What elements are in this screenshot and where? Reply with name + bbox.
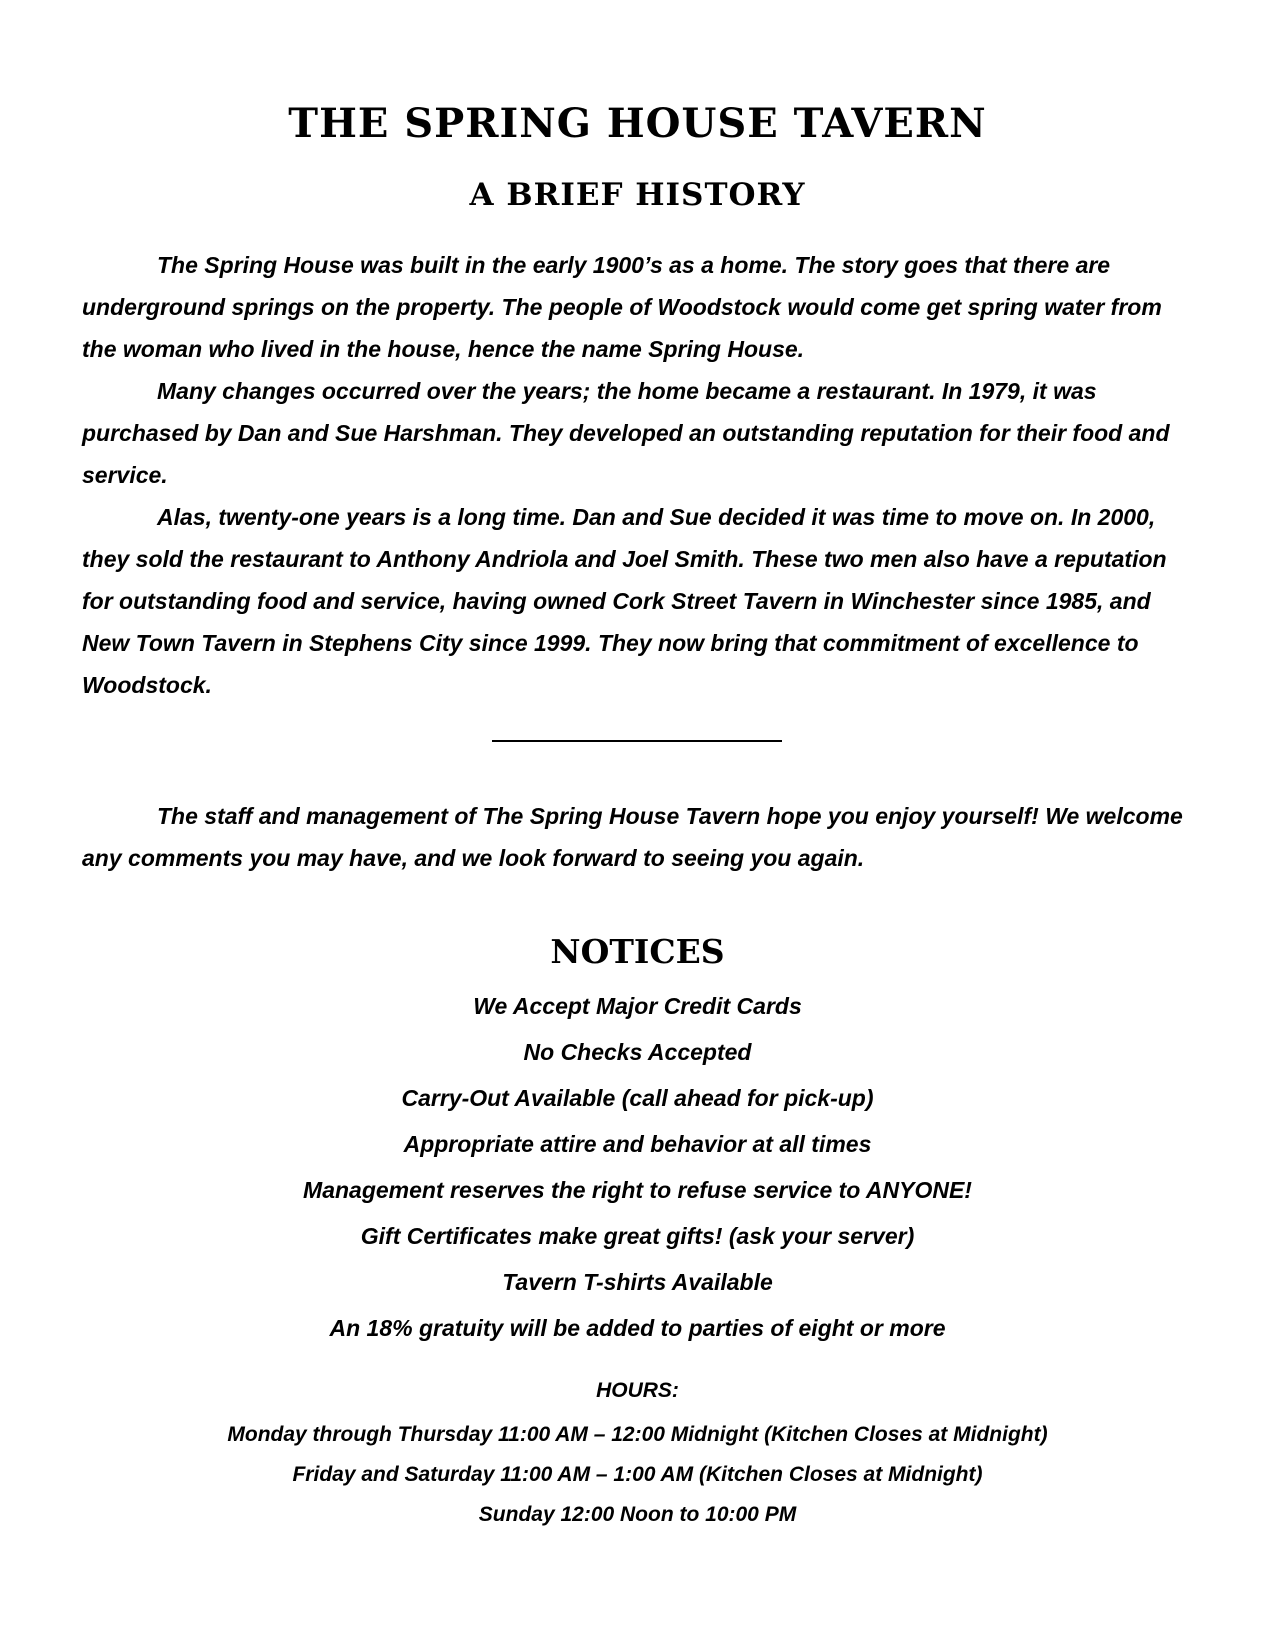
notice-item: No Checks Accepted bbox=[523, 1039, 752, 1065]
hours-line: Sunday 12:00 Noon to 10:00 PM bbox=[478, 1503, 797, 1526]
notices-list bbox=[0, 983, 1275, 1351]
history-paragraph: The Spring House was built in the early 1900’s as a home. The story goes that there are underground springs on the property. The people of Woodstock would come get spring water from the woman who lived in the house, hence the name Spring House. bbox=[82, 252, 1162, 362]
hours-label: HOURS: bbox=[596, 1379, 679, 1402]
history-paragraph: Many changes occurred over the years; the home became a restaurant. In 1979, it was purchased by Dan and Sue Harshman. They developed an outstanding reputation for their food and service. bbox=[82, 378, 1170, 488]
hours-line: Monday through Thursday 11:00 AM – 12:00 Midnight (Kitchen Closes at Midnight) bbox=[227, 1423, 1048, 1446]
hours-list bbox=[0, 1415, 1275, 1535]
notice-item: Tavern T-shirts Available bbox=[502, 1269, 773, 1295]
notices-heading: NOTICES bbox=[550, 932, 725, 971]
history-section bbox=[82, 244, 1197, 706]
history-heading: A BRIEF HISTORY bbox=[469, 177, 806, 213]
hours-line: Friday and Saturday 11:00 AM – 1:00 AM (Kitchen Closes at Midnight) bbox=[292, 1463, 983, 1486]
section-divider bbox=[492, 740, 782, 742]
page-title: THE SPRING HOUSE TAVERN bbox=[288, 100, 987, 147]
notice-item: Carry-Out Available (call ahead for pick-up) bbox=[401, 1085, 874, 1111]
notice-item: Gift Certificates make great gifts! (ask your server) bbox=[360, 1223, 915, 1249]
notice-item: Management reserves the right to refuse service to ANYONE! bbox=[303, 1177, 972, 1203]
notice-item: Appropriate attire and behavior at all times bbox=[403, 1131, 872, 1157]
notice-item: We Accept Major Credit Cards bbox=[473, 993, 802, 1019]
closing-paragraph: The staff and management of The Spring House Tavern hope you enjoy yourself! We welcome any comments you may have, and we look forward to seeing you again. bbox=[82, 803, 1183, 871]
history-paragraph: Alas, twenty-one years is a long time. Dan and Sue decided it was time to move on. In 2000, they sold the restaurant to Anthony Andriola and Joel Smith. These two men also have a reputation for outstanding food and service, having owned Cork Street Tavern in Winchester since 1985, and New Town Tavern in Stephens City since 1999. They now bring that commitment of excellence to Woodstock. bbox=[82, 504, 1167, 698]
notice-item: An 18% gratuity will be added to parties of eight or more bbox=[329, 1315, 946, 1341]
